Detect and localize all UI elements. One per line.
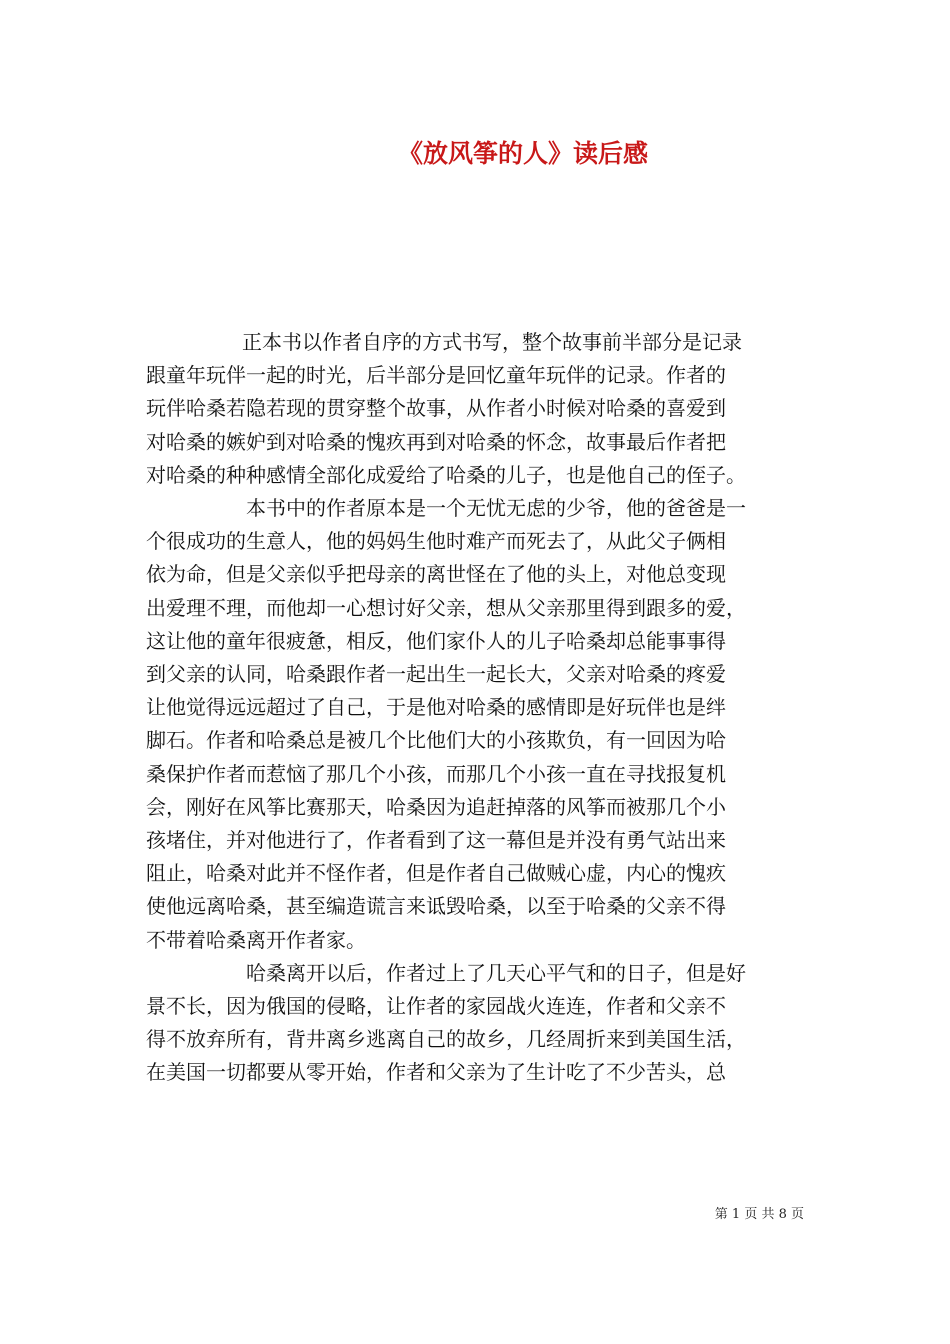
text-line: 哈桑离开以后，作者过上了几天心平气和的日子，但是好 <box>246 960 746 985</box>
paragraph-1 <box>146 326 806 492</box>
text-line: 到父亲的认同，哈桑跟作者一起出生一起长大，父亲对哈桑的疼爱 <box>146 662 726 687</box>
page-footer: 第 1 页 共 8 页 <box>714 1207 804 1222</box>
text-line: 这让他的童年很疲惫，相反，他们家仆人的儿子哈桑却总能事事得 <box>146 628 726 653</box>
text-line: 使他远离哈桑，甚至编造谎言来诋毁哈桑，以至于哈桑的父亲不得 <box>146 894 726 919</box>
body-text <box>146 326 806 1090</box>
text-line: 孩堵住，并对他进行了，作者看到了这一幕但是并没有勇气站出来 <box>146 828 726 853</box>
document-title: 《放风筝的人》读后感 <box>397 139 648 168</box>
text-line: 会，刚好在风筝比赛那天，哈桑因为追赶掉落的风筝而被那几个小 <box>146 794 726 819</box>
text-line: 对哈桑的嫉妒到对哈桑的愧疚再到对哈桑的怀念，故事最后作者把 <box>146 429 726 454</box>
text-line: 桑保护作者而惹恼了那几个小孩，而那几个小孩一直在寻找报复机 <box>146 761 726 786</box>
text-line: 景不长，因为俄国的侵略，让作者的家园战火连连，作者和父亲不 <box>146 994 726 1019</box>
text-line: 对哈桑的种种感情全部化成爱给了哈桑的儿子，也是他自己的侄子。 <box>146 462 746 487</box>
text-line: 脚石。作者和哈桑总是被几个比他们大的小孩欺负，有一回因为哈 <box>146 728 726 753</box>
text-line: 本书中的作者原本是一个无忧无虑的少爷，他的爸爸是一 <box>246 496 746 521</box>
text-line: 得不放弃所有，背井离乡逃离自己的故乡，几经周折来到美国生活， <box>146 1027 746 1052</box>
text-line: 玩伴哈桑若隐若现的贯穿整个故事，从作者小时候对哈桑的喜爱到 <box>146 396 726 421</box>
text-line: 让他觉得远远超过了自己，于是他对哈桑的感情即是好玩伴也是绊 <box>146 695 726 720</box>
text-line: 不带着哈桑离开作者家。 <box>146 927 366 952</box>
text-line: 跟童年玩伴一起的时光，后半部分是回忆童年玩伴的记录。作者的 <box>146 363 726 388</box>
text-line: 阻止，哈桑对此并不怪作者，但是作者自己做贼心虚，内心的愧疚 <box>146 861 726 886</box>
text-line: 个很成功的生意人，他的妈妈生他时难产而死去了，从此父子俩相 <box>146 529 726 554</box>
paragraph-2 <box>146 492 806 957</box>
text-line: 依为命，但是父亲似乎把母亲的离世怪在了他的头上，对他总变现 <box>146 562 726 587</box>
paragraph-3 <box>146 957 806 1090</box>
text-line: 正本书以作者自序的方式书写，整个故事前半部分是记录 <box>242 330 742 354</box>
text-line: 出爱理不理，而他却一心想讨好父亲，想从父亲那里得到跟多的爱， <box>146 595 746 620</box>
text-line: 在美国一切都要从零开始，作者和父亲为了生计吃了不少苦头，总 <box>146 1060 726 1085</box>
